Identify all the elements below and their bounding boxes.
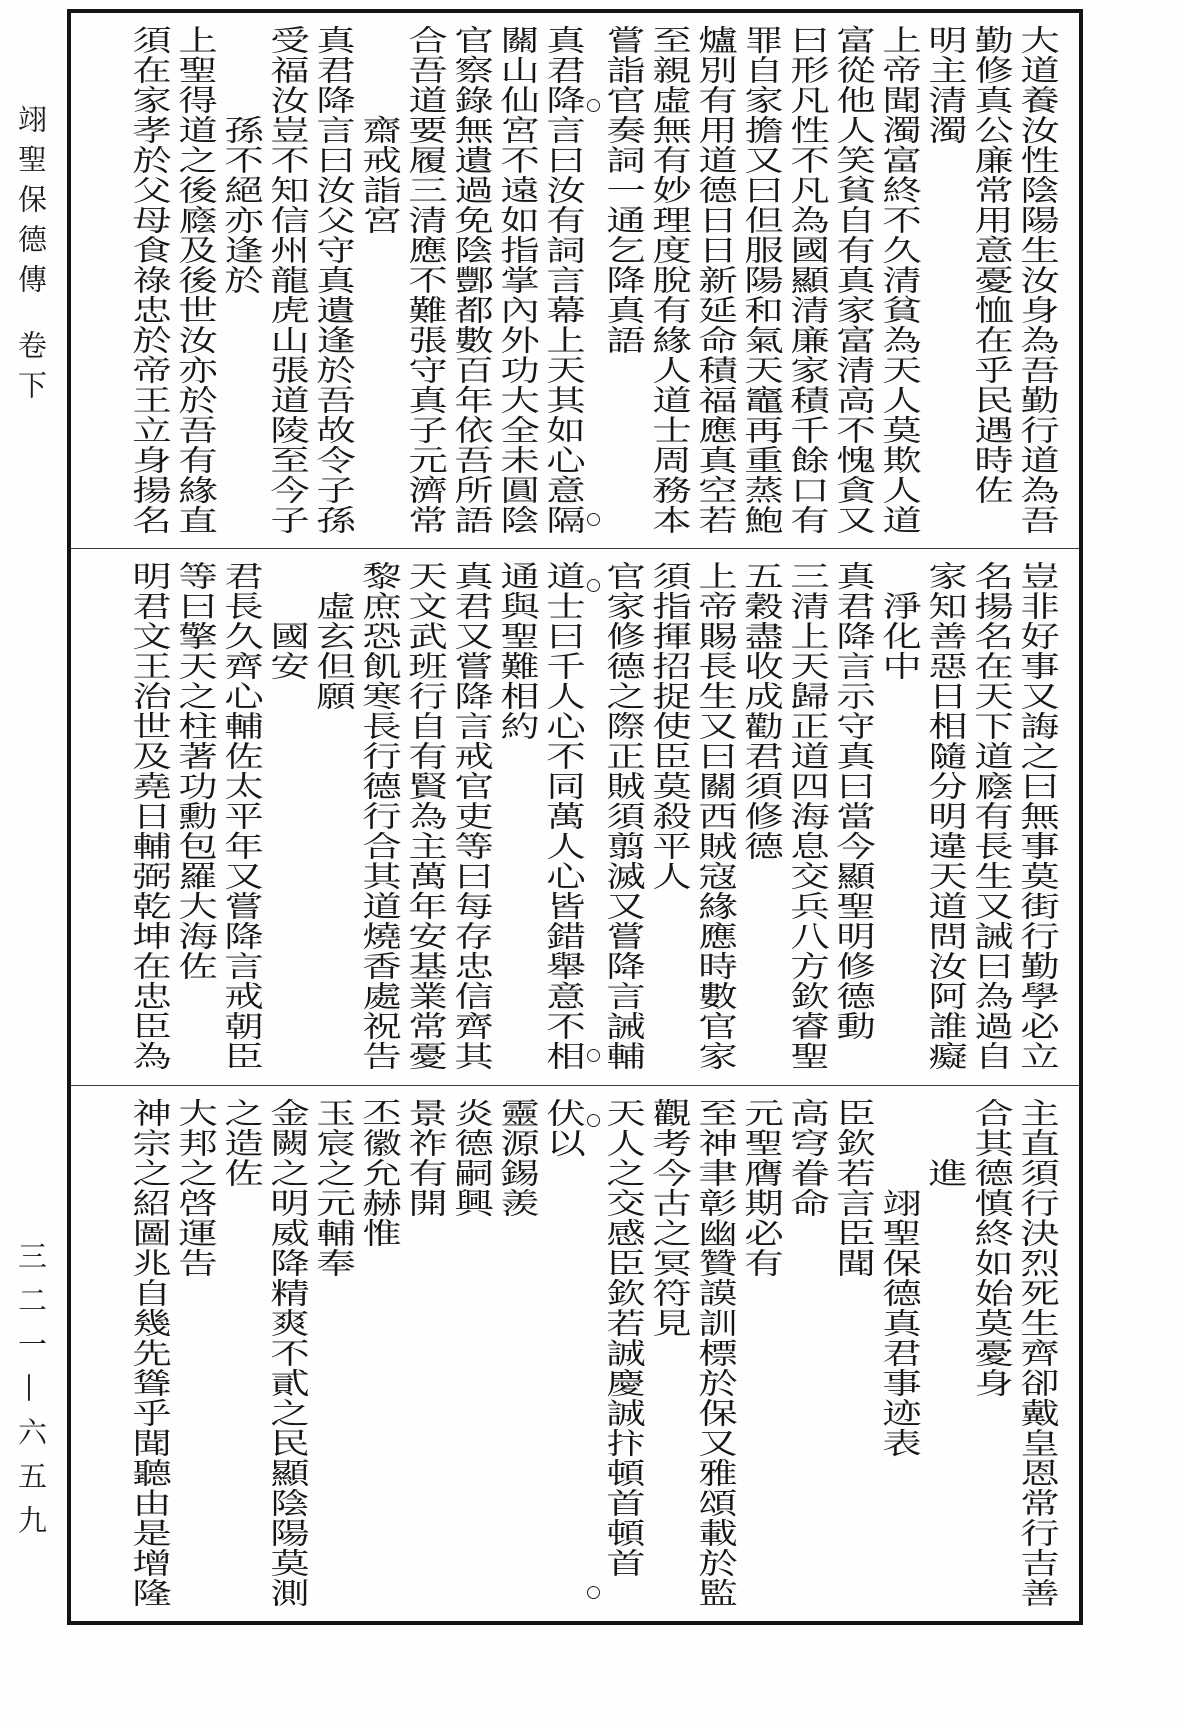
text-column: 真君又嘗降言戒官吏等曰每存忠信齊其 <box>448 561 496 1072</box>
text-column: 受福汝豈不知信州龍虎山張道陵至今子 <box>264 25 312 535</box>
half-page-left <box>127 1098 587 1621</box>
text-column: 三清上天歸正道四海息交兵八方欽睿聖 <box>784 561 832 1072</box>
fold-circle-mark <box>587 1114 600 1127</box>
text-column: 關山仙宮不遠如指掌內外功大全未圓陰 <box>494 25 542 535</box>
text-column: 勤修真公廉常用意憂恤在乎民遇時佐 <box>968 25 1016 505</box>
text-column: 嘗詣官奏詞一通乞降真語 <box>600 25 648 355</box>
text-column: 觀考今古之冥符見 <box>646 1097 694 1338</box>
text-column: 上帝賜長生又曰關西賊寇緣應時數官家 <box>692 561 740 1072</box>
text-column: 明君文王治世及堯日輔弼乾坤在忠臣為 <box>126 561 174 1072</box>
text-column: 景祚有開 <box>402 1097 450 1218</box>
text-column: 靈源錫羨 <box>494 1097 542 1218</box>
text-column: 須指揮招捉使臣莫殺平人 <box>646 561 694 892</box>
text-column: 孫不絕亦逢於 <box>218 115 266 295</box>
text-column: 爐別有用道德日日新延命積福應真空若 <box>692 25 740 535</box>
register-lower <box>71 1085 1079 1621</box>
text-column: 進 <box>922 1157 970 1188</box>
text-column: 上聖得道之後廕及後世汝亦於吾有緣直 <box>172 25 220 535</box>
text-column: 通與聖難相約 <box>494 561 542 742</box>
text-column: 名揚名在天下道廕有長生又誡曰為過自 <box>968 561 1016 1072</box>
text-column: 主直須行決烈死生齊卻戴皇恩常行吉善 <box>1014 1097 1062 1608</box>
half-page-right <box>601 25 1061 548</box>
margin-juan-label: 卷下 <box>14 330 48 410</box>
text-column: 翊聖保德真君事迹表 <box>876 1187 924 1458</box>
text-column: 丕徽允赫惟 <box>356 1097 404 1248</box>
register-upper <box>71 13 1079 548</box>
text-column: 富從他人笑貧自有真家富清高不愧貪又 <box>830 25 878 535</box>
text-column: 曰形凡性不凡為國顯清廉家積千餘口有 <box>784 25 832 535</box>
text-column: 合吾道要履三清應不難張守真子元濟常 <box>402 25 450 535</box>
text-column: 真君降言示守真曰當今顯聖明修德動 <box>830 561 878 1042</box>
text-column: 天人之交感臣欽若誠慶誠抃頓首頓首 <box>600 1097 648 1578</box>
page-frame <box>67 9 1083 1625</box>
text-column: 明主清濁 <box>922 25 970 145</box>
text-column: 金闕之明威降精爽不貳之民顯陰陽莫測 <box>264 1097 312 1608</box>
text-column: 五穀盡收成勸君須修德 <box>738 561 786 862</box>
half-page-left <box>127 561 587 1084</box>
text-column: 真君降言曰汝有詞言幕上天其如心意隔 <box>540 25 588 535</box>
margin-book-title: 翊聖保德傳 <box>14 104 48 304</box>
text-column: 上帝聞濁富終不久清貧為天人莫欺人道 <box>876 25 924 535</box>
text-column: 大邦之啓運告 <box>172 1097 220 1278</box>
text-column: 國安 <box>264 621 312 682</box>
text-column: 淨化中 <box>876 591 924 682</box>
text-column: 元聖膺期必有 <box>738 1097 786 1278</box>
half-page-left <box>127 25 587 548</box>
half-page-right <box>601 561 1061 1084</box>
text-column: 大道養汝性陰陽生汝身為吾勤行道為吾 <box>1014 25 1062 535</box>
text-column: 官察錄無遺過免陰酆都數百年依吾所語 <box>448 25 496 535</box>
text-column: 黎庶恐飢寒長行德行合其道燒香處祝告 <box>356 561 404 1072</box>
text-column: 之造佐 <box>218 1097 266 1188</box>
text-column: 等曰擎天之柱著功勳包羅大海佐 <box>172 561 220 982</box>
text-column: 神宗之紹圖兆自幾先聳乎聞聽由是增隆 <box>126 1097 174 1608</box>
page-number: 三二一—六五九 <box>14 1241 48 1549</box>
text-column: 道士曰千人心不同萬人心皆錯舉意不相 <box>540 561 588 1072</box>
text-column: 合其德慎終如始莫憂身 <box>968 1097 1016 1398</box>
fold-circle-mark <box>587 1586 600 1599</box>
register-middle <box>71 548 1079 1084</box>
text-column: 齋戒詣宮 <box>356 115 404 235</box>
text-column: 官家修德之際正賊須翦滅又嘗降言誡輔 <box>600 561 648 1072</box>
fold-circle-mark <box>587 513 600 526</box>
text-column: 臣欽若言臣聞 <box>830 1097 878 1278</box>
text-column: 豈非好事又誨之曰無事莫街行勤學必立 <box>1014 561 1062 1072</box>
text-column: 虛玄但願 <box>310 591 358 712</box>
fold-circle-mark <box>587 99 600 112</box>
text-column: 玉宸之元輔奉 <box>310 1097 358 1278</box>
text-column: 高穹眷命 <box>784 1097 832 1218</box>
text-column: 真君降言曰汝父守真遺逢於吾故令子孫 <box>310 25 358 535</box>
text-column: 罪自家擔又曰但服陽和氣天竈再重蒸鮑 <box>738 25 786 535</box>
text-column: 至親虛無有妙理度脫有緣人道士周務本 <box>646 25 694 535</box>
text-column: 君長久齊心輔佐太平年又嘗降言戒朝臣 <box>218 561 266 1072</box>
text-column: 伏以 <box>540 1097 588 1158</box>
text-column: 至神聿彰幽贊謨訓標於保又雅頌載於監 <box>692 1097 740 1608</box>
text-column: 家知善惡日相隨分明違天道問汝阿誰癡 <box>922 561 970 1072</box>
text-column: 天文武班行自有賢為主萬年安基業常憂 <box>402 561 450 1072</box>
text-column: 須在家孝於父母食祿忠於帝王立身揚名 <box>126 25 174 535</box>
half-page-right <box>601 1098 1061 1621</box>
text-column: 炎德嗣興 <box>448 1097 496 1218</box>
